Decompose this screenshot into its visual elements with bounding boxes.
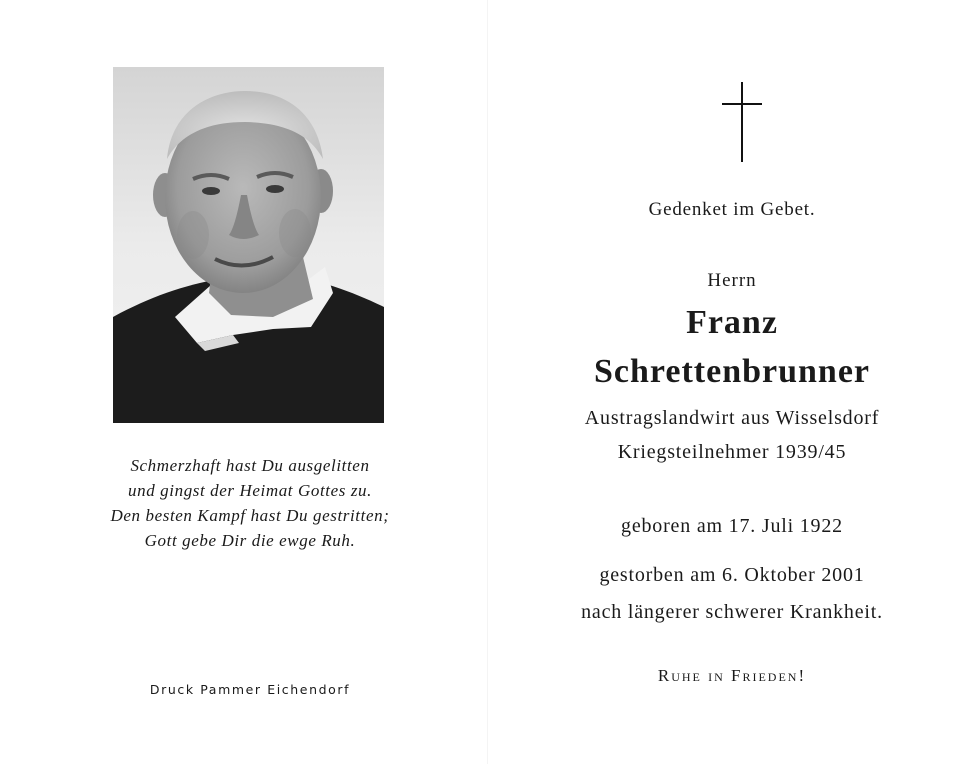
portrait-photo [113,67,384,423]
death-date-line: gestorben am 6. Oktober 2001 [599,564,865,586]
occupation-line: Austragslandwirt aus Wisselsdorf [584,407,880,429]
closing-phrase: Ruhe in Frieden! [657,666,807,685]
salutation: Herrn [707,270,757,291]
veteran-line: Kriegsteilnehmer 1939/45 [617,441,847,463]
birth-date-line: geboren am 17. Juli 1922 [621,515,843,537]
verse-line-2: und gingst der Heimat Gottes zu. [128,481,372,500]
deceased-last-name: Schrettenbrunner [593,353,871,390]
latin-cross-icon [722,82,762,162]
right-panel [488,0,976,764]
verse-line-1: Schmerzhaft hast Du ausgelitten [130,456,370,475]
memorial-verse [40,453,460,553]
verse-line-3: Den besten Kampf hast Du gestritten; [110,506,390,525]
printer-credit: Druck Pammer Eichendorf [149,682,351,697]
verse-line-4: Gott gebe Dir die ewge Ruh. [144,531,356,550]
cause-line: nach längerer schwerer Krankheit. [581,601,883,623]
remembrance-line: Gedenket im Gebet. [648,199,816,220]
deceased-first-name: Franz [686,304,778,341]
